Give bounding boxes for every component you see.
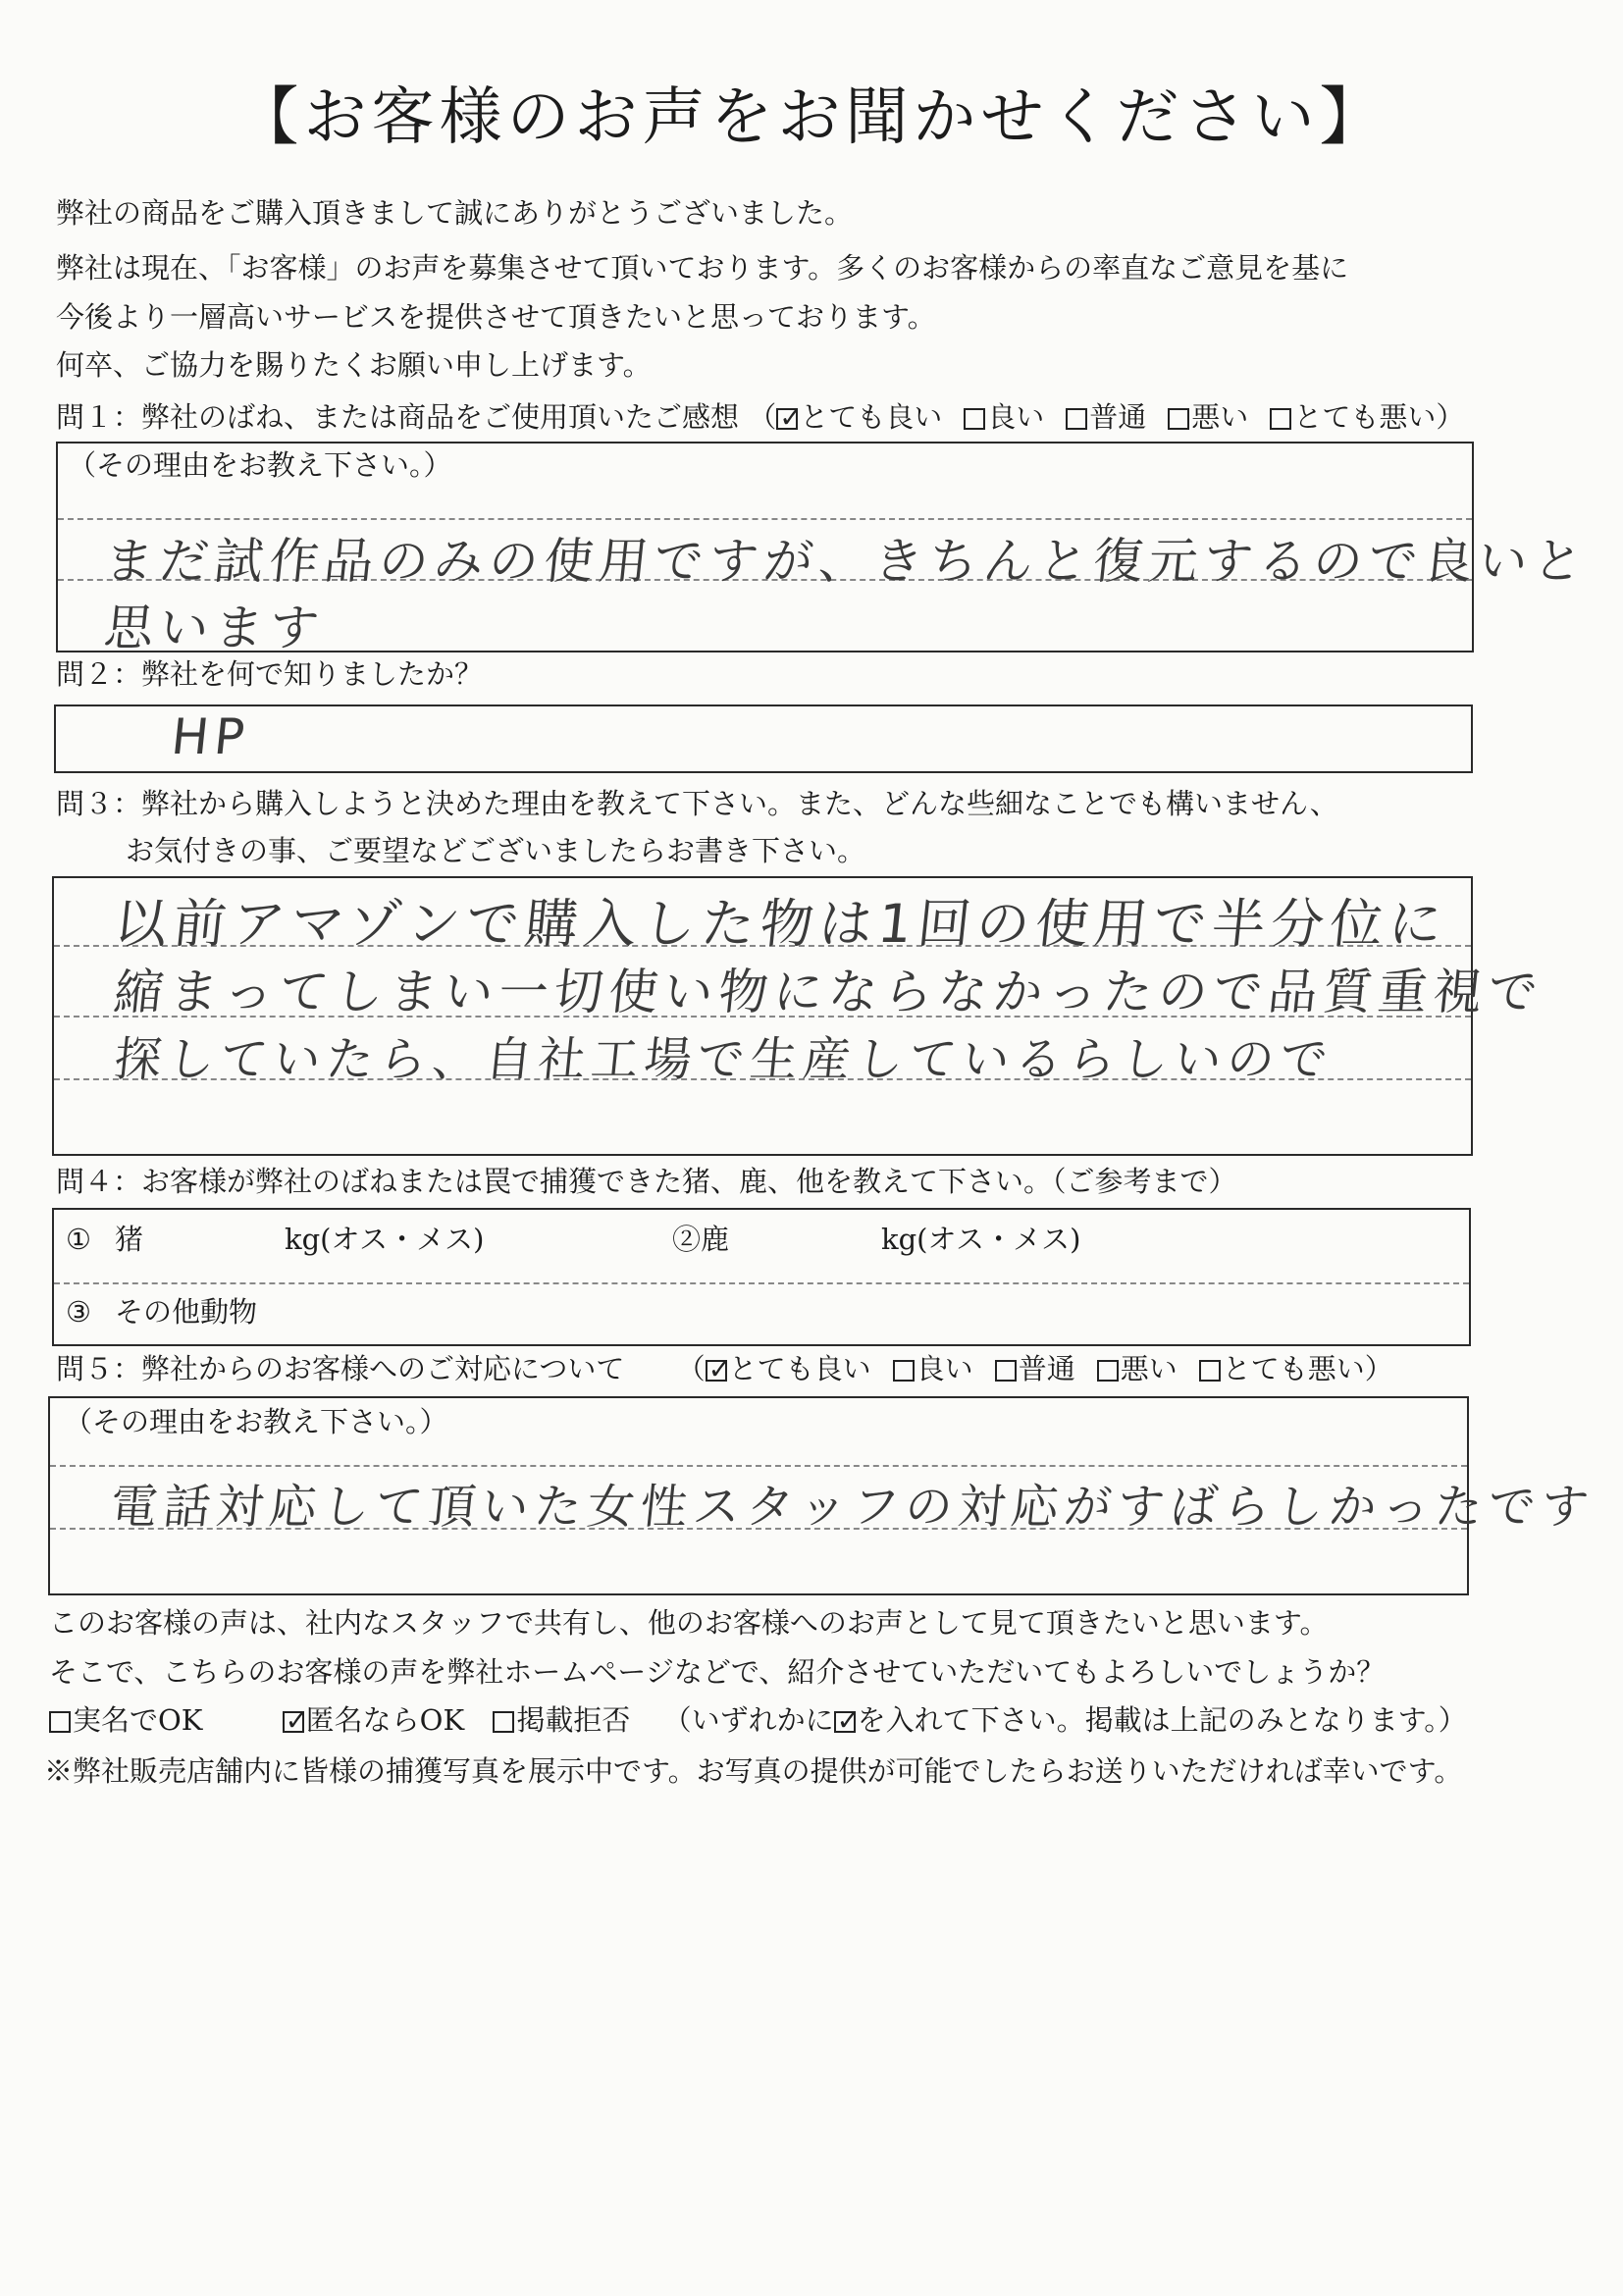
consent-option-anonymous[interactable]: ✓ 匿名ならOK <box>283 1703 464 1737</box>
q5-line-1 <box>50 1465 1467 1467</box>
q3-label-line-1: 問３：弊社から購入しようと決めた理由を教えて下さい。また、どんな些細なことでも構いません、 <box>56 787 1338 820</box>
consent-row <box>49 1700 1467 1740</box>
q4-label: 問４：お客様が弊社のばねまたは罠で捕獲できた猪、鹿、他を教えて下さい。（ご参考まで） <box>56 1165 1237 1198</box>
q1-line-1 <box>58 518 1472 520</box>
q2-answer: HP <box>168 708 253 765</box>
q1-option-very-good[interactable]: ✓ とても良い <box>776 397 942 437</box>
q4-answer-box[interactable] <box>52 1208 1471 1346</box>
q3-answer-box[interactable] <box>52 876 1546 1156</box>
q5-checkbox-very-bad[interactable] <box>1199 1360 1221 1382</box>
q4-other-label: その他動物 <box>115 1295 258 1329</box>
q1-checkbox-good[interactable] <box>964 408 985 430</box>
q1-option-good[interactable]: 良い <box>964 397 1044 437</box>
consent-option-refuse[interactable]: 掲載拒否 <box>493 1703 630 1737</box>
q1-option-normal[interactable]: 普通 <box>1066 397 1146 437</box>
q4-boar-unit: kg(オス・メス) <box>285 1223 485 1256</box>
q5-answer: 電話対応して頂いた女性スタッフの対応がすばらしかったです <box>107 1480 1597 1535</box>
q3-answer-line-1: 以前アマゾンで購入した物は1回の使用で半分位に <box>111 893 1451 955</box>
q2-label: 問２：弊社を何で知りましたか？ <box>56 657 484 691</box>
q2-answer-box[interactable] <box>54 704 1473 773</box>
q5-answer-box[interactable] <box>48 1396 1597 1595</box>
q3-answer-line-2: 縮まってしまい一切使い物にならなかったので品質重視で <box>111 964 1546 1020</box>
q1-options: （✓ とても良い 良い 普通 悪い とても悪い） <box>748 400 1464 434</box>
q5-question <box>56 1349 1393 1388</box>
footer-note: ※弊社販売店舗内に皆様の捕獲写真を展示中です。お写真の提供が可能でしたらお送りいただければ幸いです。 <box>44 1754 1463 1788</box>
consent-note: （いずれかに✓ を入れて下さい。掲載は上記のみとなります。） <box>663 1703 1467 1737</box>
q5-options: （✓ とても良い 良い 普通 悪い とても悪い） <box>677 1352 1393 1385</box>
q1-option-bad[interactable]: 悪い <box>1168 397 1248 437</box>
q5-checkbox-good[interactable] <box>893 1360 915 1382</box>
q1-checkbox-very-bad[interactable] <box>1270 408 1291 430</box>
q5-checkbox-very-good[interactable] <box>706 1360 727 1382</box>
q1-answer-line-2: 思います <box>101 600 328 656</box>
intro-line-3: 今後より一層高いサービスを提供させて頂きたいと思っております。 <box>56 300 936 334</box>
q1-checkbox-very-good[interactable] <box>776 408 798 430</box>
q1-question <box>56 397 1464 437</box>
q5-option-very-bad[interactable]: とても悪い <box>1199 1349 1365 1388</box>
q4-line-1 <box>54 1282 1469 1284</box>
q4-deer-unit: kg(オス・メス) <box>881 1223 1081 1256</box>
q5-option-good[interactable]: 良い <box>893 1349 973 1388</box>
q3-answer-line-3: 探していたら、自社工場で生産しているらしいので <box>111 1032 1336 1087</box>
q1-label: 問１：弊社のばね、または商品をご使用頂いたご感想 <box>56 400 740 434</box>
q1-answer-line-1: まだ試作品のみの使用ですが、きちんと復元するので良いと <box>101 533 1592 590</box>
consent-checkbox-refuse[interactable] <box>493 1711 514 1733</box>
q5-label: 問５：弊社からのお客様へのご対応について <box>56 1352 625 1385</box>
q5-reason-label: （その理由をお教え下さい。） <box>64 1405 448 1438</box>
q5-checkbox-bad[interactable] <box>1097 1360 1119 1382</box>
q4-boar-label: 猪 <box>115 1223 144 1256</box>
q5-option-very-good[interactable]: ✓ とても良い <box>706 1349 871 1388</box>
intro-line-2: 弊社は現在、「お客様」のお声を募集させて頂いております。多くのお客様からの率直なご意見を基に <box>56 251 1349 285</box>
footer-line-2: そこで、こちらのお客様の声を弊社ホームページなどで、紹介させていただいてもよろしいでしょうか？ <box>49 1655 1386 1689</box>
q1-answer-box[interactable] <box>56 442 1592 656</box>
q1-checkbox-bad[interactable] <box>1168 408 1189 430</box>
q1-reason-label: （その理由をお教え下さい。） <box>68 448 452 482</box>
intro-line-4: 何卒、ご協力を賜りたくお願い申し上げます。 <box>56 348 652 382</box>
q5-option-bad[interactable]: 悪い <box>1097 1349 1178 1388</box>
consent-note-checkbox-icon <box>834 1711 856 1733</box>
q4-boar-number: ① <box>66 1223 91 1256</box>
consent-option-real-name[interactable]: 実名でOK <box>49 1703 202 1737</box>
q1-checkbox-normal[interactable] <box>1066 408 1087 430</box>
q5-checkbox-normal[interactable] <box>995 1360 1017 1382</box>
q4-other-number: ③ <box>66 1295 91 1329</box>
q1-option-very-bad[interactable]: とても悪い <box>1270 397 1436 437</box>
q4-deer-label: ②鹿 <box>672 1223 730 1256</box>
consent-checkbox-real-name[interactable] <box>49 1711 71 1733</box>
intro-line-1: 弊社の商品をご購入頂きまして誠にありがとうございました。 <box>56 196 854 230</box>
footer-line-1: このお客様の声は、社内なスタッフで共有し、他のお客様へのお声として見て頂きたいと思います。 <box>49 1606 1329 1640</box>
page-title: 【お客様のお声をお聞かせください】 <box>236 81 1387 154</box>
consent-checkbox-anonymous[interactable] <box>283 1711 304 1733</box>
q5-option-normal[interactable]: 普通 <box>995 1349 1075 1388</box>
q3-label-line-2: お気付きの事、ご要望などございましたらお書き下さい。 <box>126 834 866 867</box>
